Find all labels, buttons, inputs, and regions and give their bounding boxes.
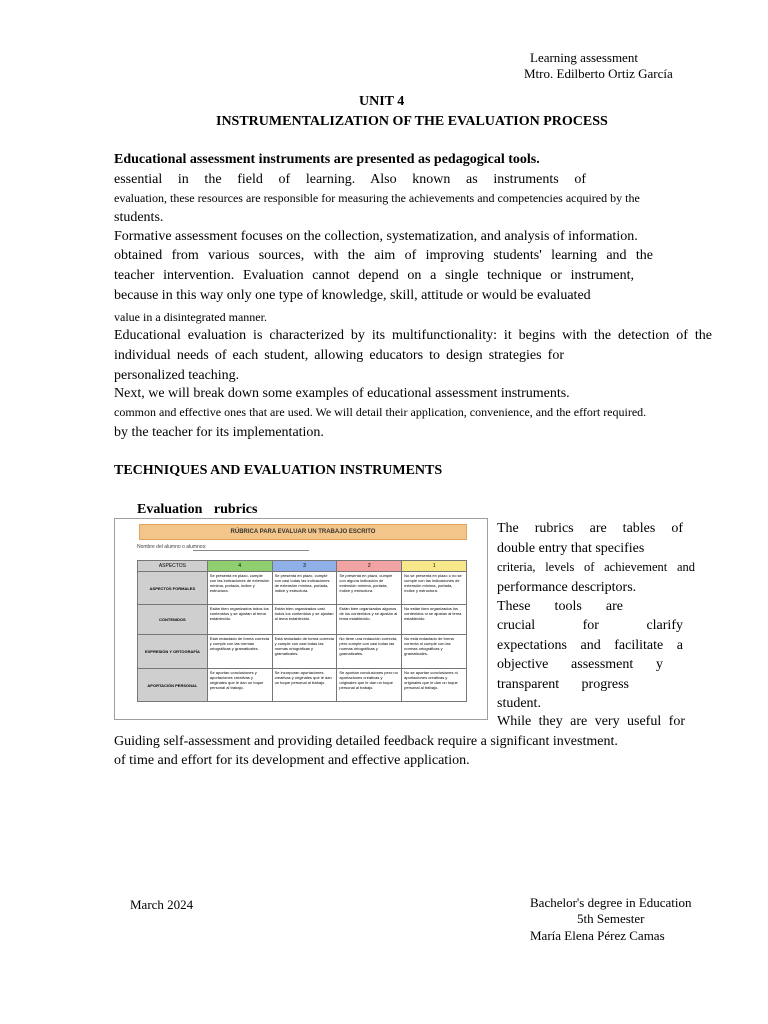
page-title: INSTRUMENTALIZATION OF THE EVALUATION PROCESS: [216, 114, 608, 129]
intro-line: individual needs of each student, allowing educators to design strategies for: [114, 348, 564, 363]
unit-heading: UNIT 4: [359, 94, 405, 109]
footer-date: March 2024: [130, 897, 194, 912]
rubric-cell: No está redactado de forma correcta ni cumple con las normas ortográficas y gramaticales.: [402, 635, 467, 669]
rubric-name-label: Nombre del alumno o alumnos:: [137, 544, 207, 550]
rubric-header-cell: ASPECTOS: [138, 561, 208, 572]
rubric-side-line: expectations and facilitate a: [497, 638, 683, 653]
rubric-cell: Se presenta en plazo, cumple con alguna indicación de extensión mínima, portada, índice y estructura.: [337, 572, 402, 605]
header-course: Learning assessment: [530, 50, 638, 65]
footer-semester: 5th Semester: [577, 911, 645, 926]
intro-line: Educational evaluation is characterized by its multifunctionality: it begins with the detection of the: [114, 328, 712, 343]
rubric-side-line: criteria, levels of achievement and: [497, 560, 695, 574]
rubric-table: [137, 560, 467, 702]
rubric-aspect: CONTENIDOS: [138, 605, 208, 635]
rubric-side-line: double entry that specifies: [497, 541, 645, 556]
rubric-cell: Se aportan conclusiones y aportaciones creativas y originales que le dan un toque personal al trabajo.: [207, 669, 272, 702]
section-heading: TECHNIQUES AND EVALUATION INSTRUMENTS: [114, 463, 443, 478]
rubric-side-line: crucial for clarify: [497, 618, 683, 633]
intro-lead: Educational assessment instruments are presented as pedagogical tools.: [114, 152, 540, 167]
rubric-cell: Está redactado de forma correcta y cumple con las normas ortográficas y gramaticales.: [207, 635, 272, 669]
header-teacher: Mtro. Edilberto Ortiz García: [524, 66, 673, 81]
intro-line: by the teacher for its implementation.: [114, 425, 324, 440]
intro-line: obtained from various sources, with the aim of improving students' learning and the: [114, 248, 653, 263]
rubric-side-line: These tools are: [497, 599, 623, 614]
rubric-image-title: RÚBRICA PARA EVALUAR UN TRABAJO ESCRITO: [139, 524, 467, 540]
rubric-side-line: While they are very useful for: [497, 714, 685, 729]
rubric-side-line: performance descriptors.: [497, 580, 637, 595]
rubric-cell: No se aportan conclusiones ni aportaciones creativas y originales que le dan un toque personal al trabajo.: [402, 669, 467, 702]
intro-line: common and effective ones that are used. We will detail their application, convenience, and the effort required.: [114, 405, 647, 419]
rubric-image: [114, 518, 488, 720]
footer-degree: Bachelor's degree in Education: [530, 895, 692, 910]
intro-line: essential in the field of learning. Also known as instruments of: [114, 172, 586, 187]
rubric-cell: Están bien organizados todos los contenidos y se ajustan al tema establecido.: [207, 605, 272, 635]
intro-line: because in this way only one type of knowledge, skill, attitude or would be evaluated: [114, 288, 591, 303]
rubrics-heading: Evaluation rubrics: [137, 502, 258, 517]
rubric-text-line: of time and effort for its development and effective application.: [114, 753, 470, 768]
intro-line: value in a disintegrated manner.: [114, 310, 267, 324]
intro-line: students.: [114, 210, 164, 225]
rubric-cell: No están bien organizados los contenidos ni se ajustan al tema establecido.: [402, 605, 467, 635]
rubric-cell: Se aportan conclusiones pero no aportaciones creativas y originales que le dan un toque personal al trabajo.: [337, 669, 402, 702]
rubric-cell: Se incorporan aportaciones creativas y originales que le dan un toque personal al trabajo.: [272, 669, 337, 702]
rubric-side-line: student.: [497, 696, 541, 711]
intro-line: evaluation, these resources are responsible for measuring the achievements and competencies acquired by the: [114, 191, 640, 205]
rubric-cell: Se presenta en plazo, cumple con casi todas las indicaciones de extensión mínima, portada, índice y estructura.: [272, 572, 337, 605]
intro-line: Formative assessment focuses on the collection, systematization, and analysis of information.: [114, 229, 638, 244]
rubric-aspect: APORTACIÓN PERSONAL: [138, 669, 208, 702]
rubric-cell: Está redactado de forma correcta y cumple con casi todas las normas ortográficas y gramaticales.: [272, 635, 337, 669]
intro-line: personalized teaching.: [114, 368, 240, 383]
rubric-header-cell: 2: [337, 561, 402, 572]
rubric-cell: No se presenta en plazo o no se cumple con las indicaciones de extensión mínima, portada, índice y estructura.: [402, 572, 467, 605]
rubric-cell: Se presenta en plazo, cumple con las indicaciones de extensión mínima, portada, índice y estructura.: [207, 572, 272, 605]
rubric-header-cell: 1: [402, 561, 467, 572]
rubric-cell: Están bien organizados casi todos los contenidos y se ajustan al tema establecido.: [272, 605, 337, 635]
rubric-cell: Están bien organizados algunos de los contenidos y se ajustan al tema establecido.: [337, 605, 402, 635]
intro-line: teacher intervention. Evaluation cannot depend on a single technique or instrument,: [114, 268, 634, 283]
rubric-aspect: ASPECTOS FORMALES: [138, 572, 208, 605]
rubric-side-line: transparent progress: [497, 677, 629, 692]
intro-line: Next, we will break down some examples of educational assessment instruments.: [114, 386, 570, 401]
rubric-aspect: EXPRESIÓN Y ORTOGRAFÍA: [138, 635, 208, 669]
rubric-cell: No tiene una redacción correcta, pero cumple con casi todas las normas ortográficas y gramaticales.: [337, 635, 402, 669]
rubric-name-line: [193, 550, 309, 551]
rubric-text-line: Guiding self-assessment and providing detailed feedback require a significant investment.: [114, 734, 618, 749]
rubric-header-cell: 3: [272, 561, 337, 572]
footer-student: María Elena Pérez Camas: [530, 928, 665, 943]
rubric-side-line: objective assessment y: [497, 657, 663, 672]
rubric-side-line: The rubrics are tables of: [497, 521, 683, 536]
rubric-header-cell: 4: [207, 561, 272, 572]
